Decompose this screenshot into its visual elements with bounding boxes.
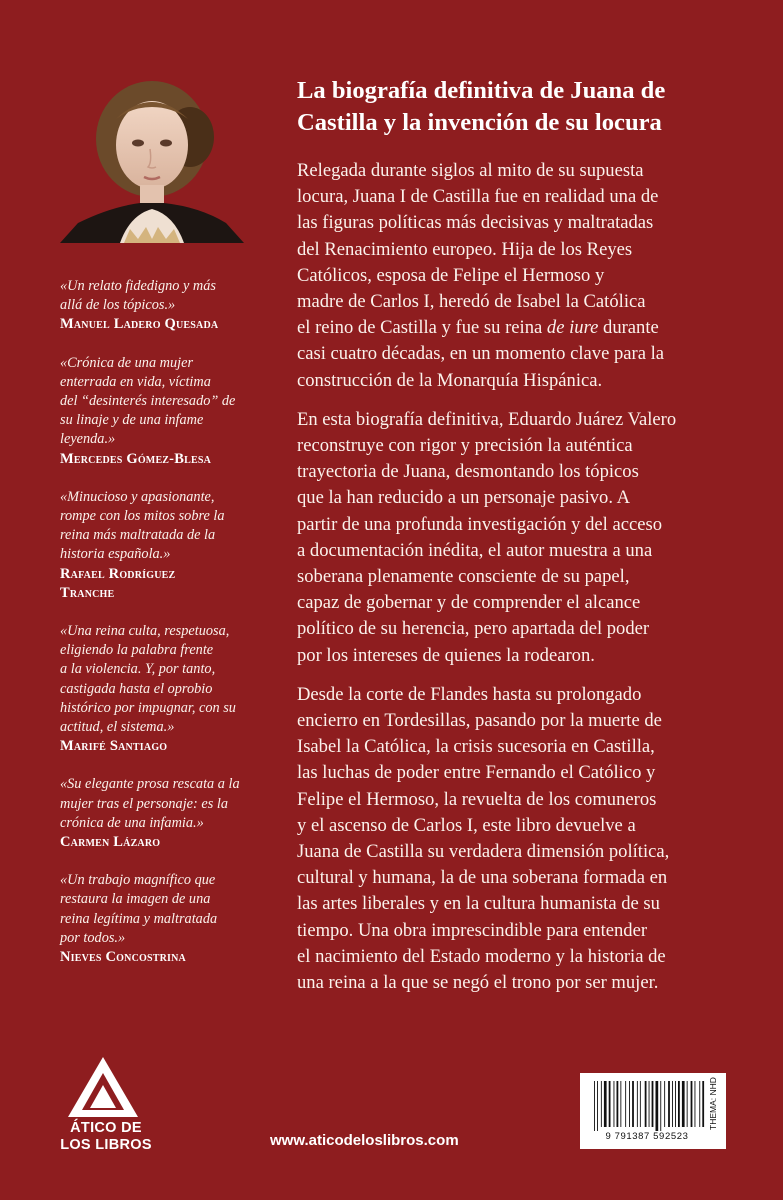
quote-text: «Un trabajo magnífico que restaura la imagen de una reina legítima y maltratada por todos.» [60, 872, 218, 946]
portrait-image [60, 79, 244, 243]
quote-text: «Su elegante prosa rescata a la mujer tras el personaje: es la crónica de una infamia.» [60, 776, 240, 831]
quote-author: Carmen Lázaro [60, 834, 161, 851]
quote-text: «Crónica de una mujer enterrada en vida, víctima del “desinterés interesado” de su linaje y de una infame leyenda.» [60, 354, 236, 448]
headline: La biografía definitiva de Juana de Castilla y la invención de su locura [297, 77, 666, 136]
quote-4 [60, 622, 260, 756]
quote-3 [60, 488, 260, 603]
quotes-column [60, 277, 260, 986]
quote-text: «Una reina culta, respetuosa, eligiendo la palabra frente a la violencia. Y, por tanto, castigada hasta el oprobio histórico por impugnar, con su actitud, el sistema.» [60, 623, 236, 736]
publisher-website[interactable]: www.aticodeloslibros.com [270, 1132, 459, 1149]
isbn-number: 9 791387 592523 [605, 1131, 689, 1142]
quote-text: «Minucioso y apasionante, rompe con los mitos sobre la reina más maltratada de la historia española.» [60, 488, 225, 563]
quote-6 [60, 871, 260, 967]
quote-author: Manuel Ladero Quesada [60, 316, 219, 333]
isbn-barcode [580, 1073, 726, 1149]
synopsis-paragraph-3: Desde la corte de Flandes hasta su prolongado encierro en Tordesillas, pasando por la muerte de Isabel la Católica, la crisis sucesoria en Castilla, las luchas de poder entre Fernando el Católico y Felipe el Hermoso, la revuelta de los comuneros y el ascenso de Carlos I, este libro devuelve a Juana de Castilla su verdadera dimensión política, cultural y humana, la de una soberana formada en las artes liberales y en la cultura humanista de su tiempo. Una obra imprescindible para entender el nacimiento del Estado moderno y la historia de una reina a la que se negó el trono por ser mujer. [297, 683, 670, 994]
publisher-name-line-2: LOS LIBROS [60, 1137, 152, 1153]
paragraph-text: durante casi cuatro décadas, en un momento clave para la construcción de la Monarquía Hispánica. [297, 317, 665, 391]
synopsis-paragraph-2: En esta biografía definitiva, Eduardo Juárez Valero reconstruye con rigor y precisión la auténtica trayectoria de Juana, desmontando los tópicos que la han reducido a un personaje pasivo. A partir de una profunda investigación y del acceso a documentación inédita, el autor muestra a una soberana plenamente consciente de su papel, capaz de gobernar y de comprender el alcance político de su herencia, pero apartada del poder por los intereses de quienes la rodearon. [297, 408, 677, 666]
pyramid-logo-icon [66, 1055, 140, 1119]
quote-1 [60, 277, 260, 335]
barcode-bars [592, 1081, 706, 1131]
quote-author: Mercedes Gómez-Blesa [60, 450, 212, 467]
publisher-logo [60, 1055, 150, 1155]
synopsis [297, 158, 767, 1009]
quote-text: «Un relato fidedigno y más allá de los tópicos.» [60, 278, 216, 314]
quote-author: Rafael Rodríguez Tranche [60, 565, 176, 601]
thema-code: THEMA: NHD [708, 1077, 718, 1130]
quote-author: Marifé Santiago [60, 738, 168, 755]
paragraph-text: Relegada durante siglos al mito de su supuesta locura, Juana I de Castilla fue en realidad una de las figuras políticas más decisivas y maltratadas del Renacimiento europeo. Hija de los Reyes Católicos, esposa de Felipe el Hermoso y madre de Carlos I, heredó de Isabel la Católica el reino de Castilla y fue su reina [297, 160, 659, 339]
quote-2 [60, 354, 260, 469]
publisher-name-line-1: ÁTICO DE [70, 1120, 142, 1136]
quote-5 [60, 775, 260, 852]
emphasis-text: de iure [546, 317, 599, 339]
quote-author: Nieves Concostrina [60, 949, 186, 966]
synopsis-paragraph-1 [297, 158, 767, 394]
